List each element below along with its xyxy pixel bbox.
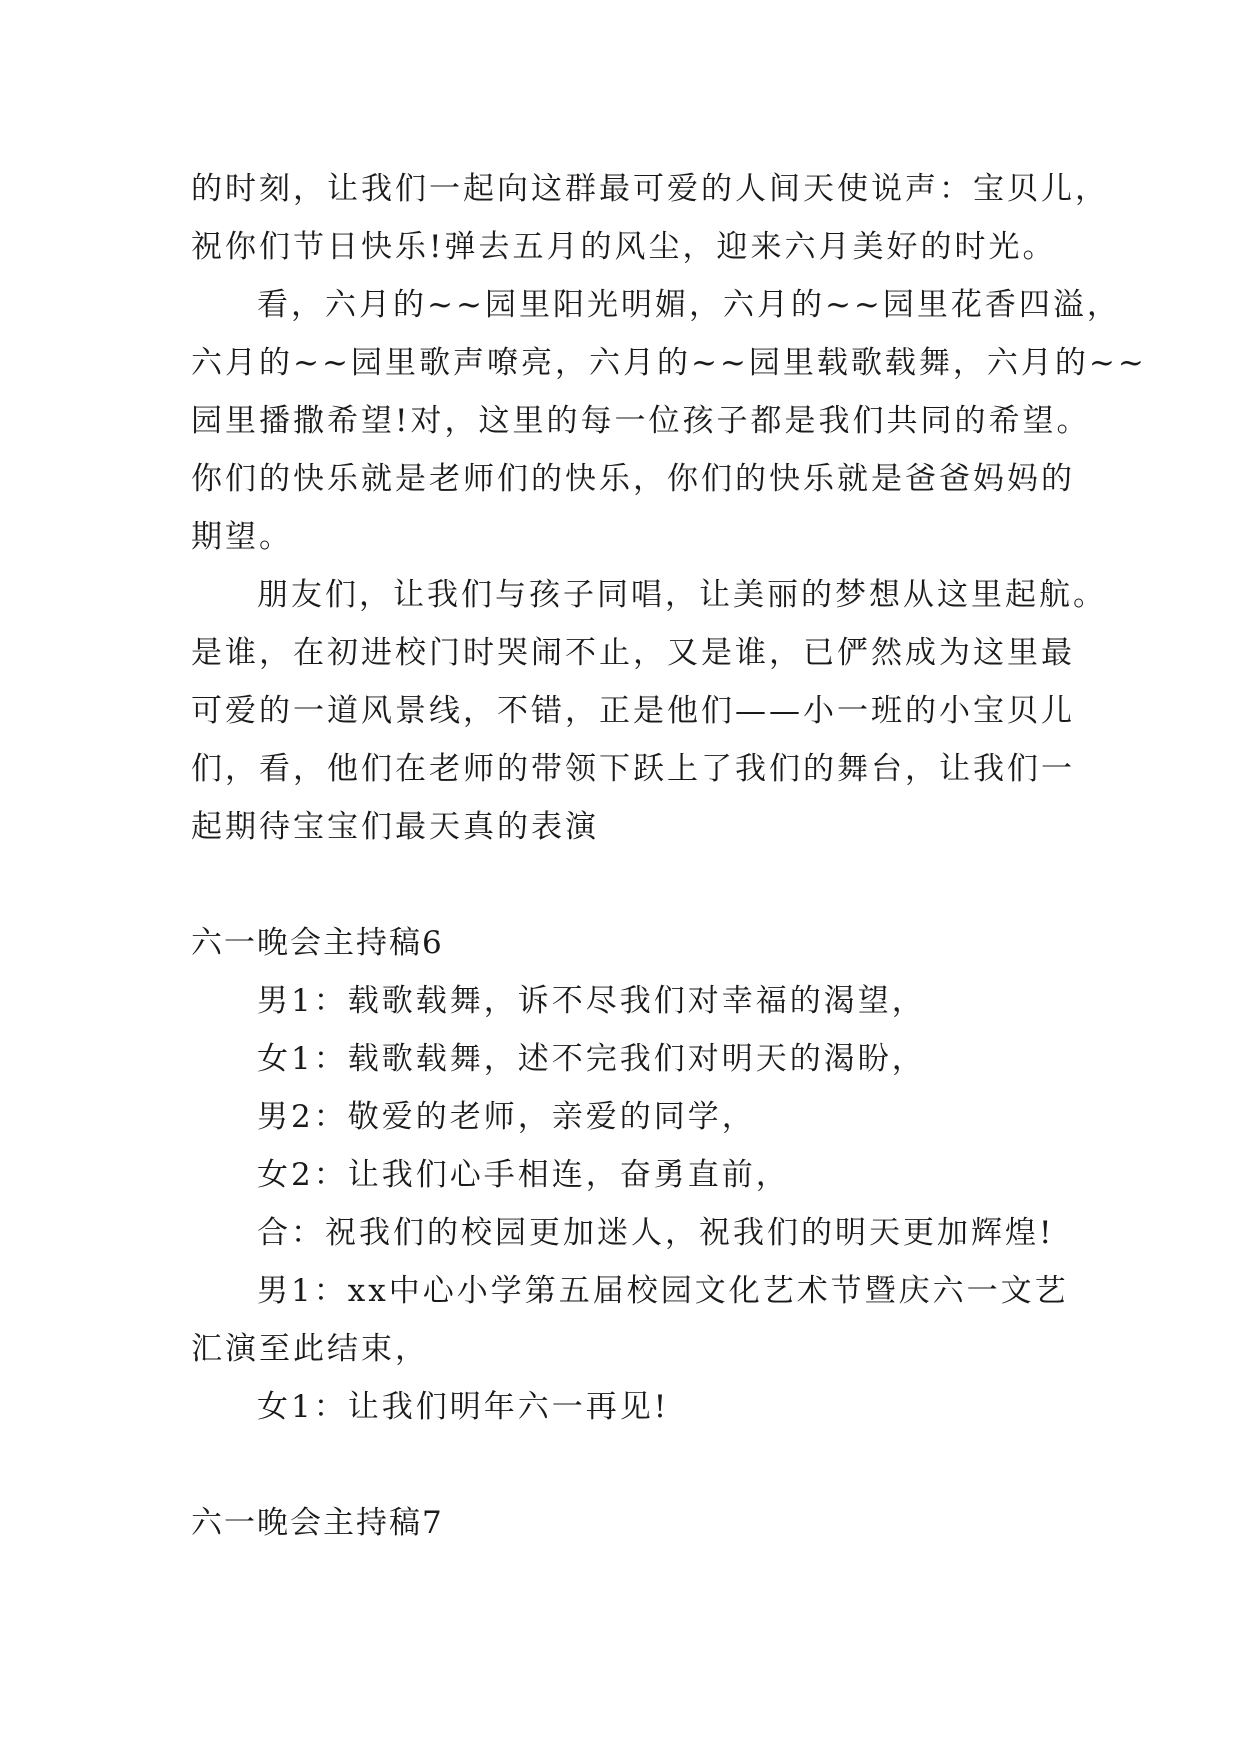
dialogue-line: 男1：xx中心小学第五届校园文化艺术节暨庆六一文艺	[257, 1273, 1069, 1309]
blank-line	[191, 1436, 1061, 1494]
text-line: 你们的快乐就是老师们的快乐，你们的快乐就是爸爸妈妈的	[191, 461, 1075, 497]
dialogue-line: 汇演至此结束，	[191, 1331, 429, 1367]
dialogue-line: 女1：载歌载舞，述不完我们对明天的渴盼，	[257, 1041, 926, 1077]
text-line: 园里播撒希望!对，这里的每一位孩子都是我们共同的希望。	[191, 403, 1091, 439]
text-line: 朋友们，让我们与孩子同唱，让美丽的梦想从这里起航。	[257, 577, 1107, 613]
text-line: 可爱的一道风景线，不错，正是他们——小一班的小宝贝儿	[191, 693, 1075, 729]
dialogue-line: 男1：载歌载舞，诉不尽我们对幸福的渴望，	[257, 983, 926, 1019]
paragraph	[191, 160, 1109, 276]
paragraph	[191, 276, 1147, 566]
text-line: 起期待宝宝们最天真的表演	[191, 809, 599, 845]
text-line: 祝你们节日快乐!弹去五月的风尘，迎来六月美好的时光。	[191, 229, 1057, 265]
dialogue-line: 女1：让我们明年六一再见!	[257, 1389, 670, 1425]
text-line: 们，看，他们在老师的带领下跃上了我们的舞台，让我们一	[191, 751, 1075, 787]
dialogue-block	[191, 972, 1069, 1436]
section-heading: 六一晚会主持稿6	[191, 925, 444, 961]
blank-line	[191, 856, 1061, 914]
section-heading: 六一晚会主持稿7	[191, 1505, 444, 1541]
document-page	[191, 160, 1147, 1552]
text-line: 期望。	[191, 519, 293, 555]
dialogue-line: 合：祝我们的校园更加迷人，祝我们的明天更加辉煌!	[257, 1215, 1055, 1251]
text-line: 是谁，在初进校门时哭闹不止，又是谁，已俨然成为这里最	[191, 635, 1075, 671]
text-line: 看，六月的~~园里阳光明媚，六月的~~园里花香四溢，	[257, 287, 1121, 323]
text-line: 的时刻，让我们一起向这群最可爱的人间天使说声：宝贝儿，	[191, 171, 1109, 207]
paragraph	[191, 566, 1107, 856]
dialogue-line: 男2：敬爱的老师，亲爱的同学，	[257, 1099, 756, 1135]
text-line: 六月的~~园里歌声嘹亮，六月的~~园里载歌载舞，六月的~~	[191, 345, 1147, 381]
dialogue-line: 女2：让我们心手相连，奋勇直前，	[257, 1157, 790, 1193]
